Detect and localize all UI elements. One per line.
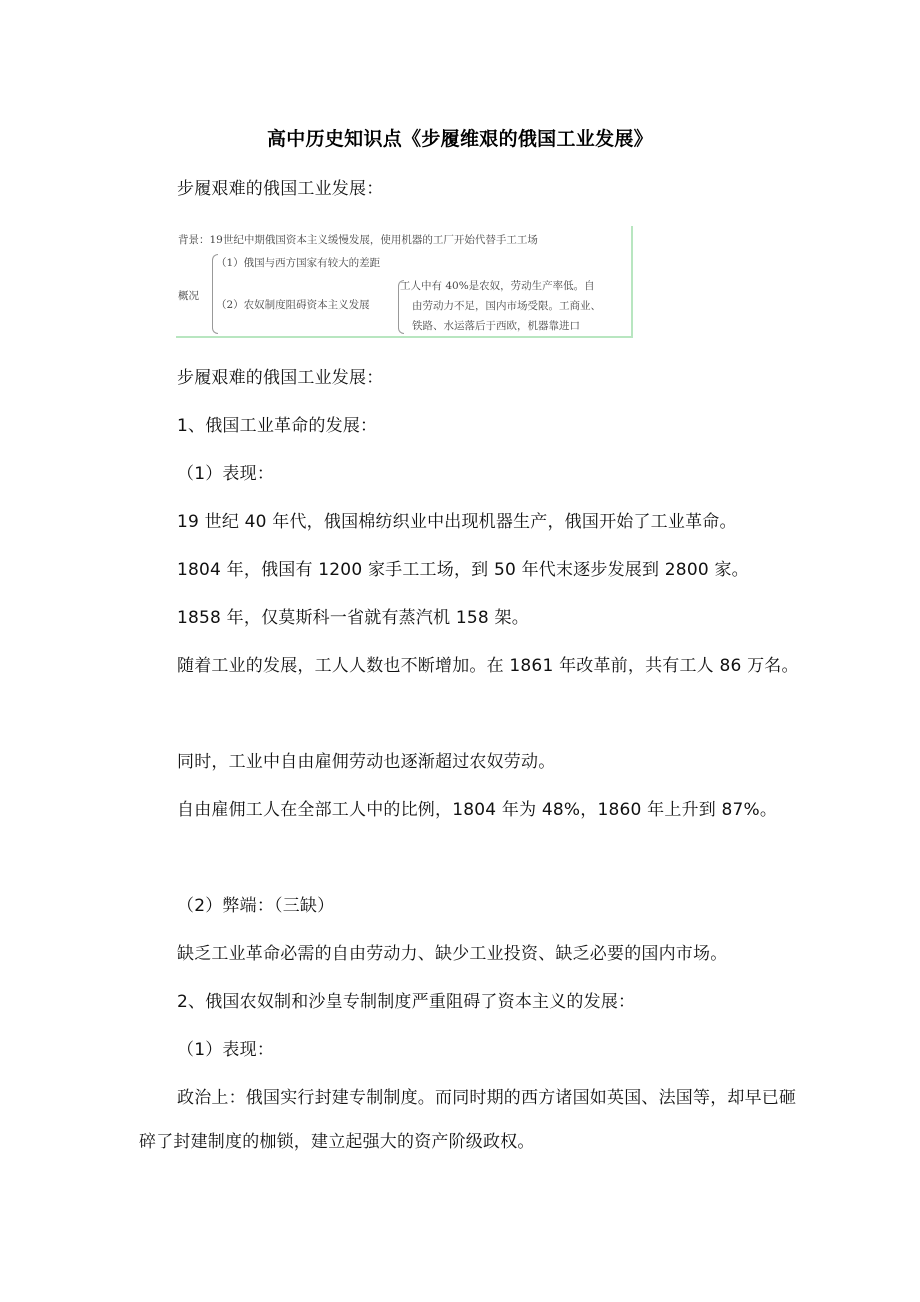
- paragraph-three-lacks: 缺乏工业革命必需的自由劳动力、缺少工业投资、缺乏必要的国内市场。: [177, 944, 728, 964]
- paragraph-1858: 1858 年，仅莫斯科一省就有蒸汽机 158 架。: [177, 608, 529, 628]
- paragraph-workers: 随着工业的发展，工人人数也不断增加。在 1861 年改革前，共有工人 86 万名。: [177, 656, 799, 676]
- paragraph-point-1-sub-2: （2）弊端：（三缺）: [177, 896, 335, 916]
- intro-paragraph: 步履艰难的俄国工业发展：: [177, 179, 384, 199]
- paragraph-point-1-sub-1: （1）表现：: [177, 464, 275, 484]
- paragraph-section-heading: 步履艰难的俄国工业发展：: [177, 368, 384, 388]
- diagram-detail-line-2: 由劳动力不足，国内市场受限。工商业、: [412, 300, 601, 312]
- paragraph-politics: 政治上：俄国实行封建专制制度。而同时期的西方诸国如英国、法国等，却早已砸碎了封建制度的枷锁，建立起强大的资产阶级政权。: [139, 1088, 797, 1152]
- paragraph-free-labor: 同时，工业中自由雇佣劳动也逐渐超过农奴劳动。: [177, 752, 556, 772]
- paragraph-1804: 1804 年，俄国有 1200 家手工工场，到 50 年代末逐步发展到 2800 家。: [177, 560, 749, 580]
- paragraph-point-2-sub-1: （1）表现：: [177, 1040, 275, 1060]
- diagram-detail-line-1: 工人中有 40%是农奴，劳动生产率低。自: [400, 280, 595, 292]
- diagram-item-2: （2）农奴制度阻碍资本主义发展: [216, 299, 370, 311]
- paragraph-point-2-heading: 2、俄国农奴制和沙皇专制制度严重阻碍了资本主义的发展：: [177, 992, 636, 1012]
- diagram-item-1: （1）俄国与西方国家有较大的差距: [216, 257, 381, 269]
- overview-diagram-image: [176, 226, 633, 338]
- diagram-detail-line-3: 铁路、水运落后于西欧，机器靠进口: [412, 320, 580, 332]
- document-title: 高中历史知识点《步履维艰的俄国工业发展》: [266, 128, 653, 150]
- paragraph-point-1-heading: 1、俄国工业革命的发展：: [177, 416, 378, 436]
- paragraph-ratio: 自由雇佣工人在全部工人中的比例，1804 年为 48%，1860 年上升到 87%。: [177, 800, 778, 820]
- diagram-background-text: 背景：19世纪中期俄国资本主义缓慢发展，使用机器的工厂开始代替手工工场: [178, 234, 538, 246]
- diagram-overview-label: 概况: [178, 290, 199, 302]
- paragraph-1840s: 19 世纪 40 年代，俄国棉纺织业中出现机器生产，俄国开始了工业革命。: [177, 512, 737, 532]
